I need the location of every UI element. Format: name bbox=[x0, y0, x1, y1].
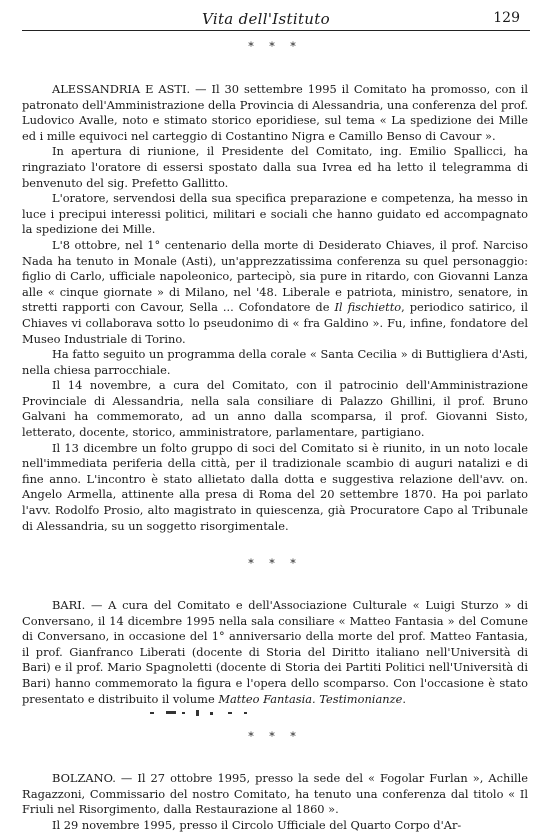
page-number: 129 bbox=[493, 10, 520, 26]
paragraph: BOLZANO. — Il 27 ottobre 1995, presso la sede del « Fogolar Furlan », Achille Ragazzoni, Commissario del nostro Comitato, ha tenuto una conferenza dal titolo « Il Friuli nel Risorgimento, dalla Restaurazione al 1860 ». bbox=[22, 771, 528, 817]
section-separator: * * * bbox=[248, 40, 302, 53]
text-run: L'8 ottobre, nel 1° centenario della morte di Desiderato Chiaves, il prof. Narciso Nada ha tenuto in Monale (Asti), un'apprezzatissima conferenza su quel personaggio: figlio di Carlo, ufficiale napoleonico, partecipò, sia pure in ritardo, con Giovanni Lanza alle « cinque giornate » di Milano, nel '48. Liberale e patriota, ministro, senatore, in stretti rapporti con Cavour, Sella ... Cofondatore de bbox=[22, 237, 528, 315]
paragraph: Il 13 dicembre un folto gruppo di soci del Comitato si è riunito, in un noto locale nell'immediata periferia della città, per il tradizionale scambio di auguri natalizi e di fine anno. L'incontro è stato allietato dalla dotta e suggestiva relazione dell'avv. on. Angelo Armella, attinente alla presa di Roma del 20 settembre 1870. Ha poi parlato l'avv. Rodolfo Prosio, alto magistrato in quiescenza, già Procuratore Capo al Tribunale di Alessandria, su un soggetto risorgimentale. bbox=[22, 440, 528, 533]
book-title: Matteo Fantasia. Testimonianze bbox=[218, 691, 403, 706]
paragraph bbox=[22, 598, 528, 707]
paragraph: ALESSANDRIA E ASTI. — Il 30 settembre 1995 il Comitato ha promosso, con il patronato dell'Amministrazione della Provincia di Alessandria, una conferenza del prof. Ludovico Avalle, noto e stimato storico eporidiese, sul tema « La spedizione dei Mille ed i mille equivoci nel carteggio di Costantino Nigra e Camillo Benso di Cavour ». bbox=[22, 82, 528, 143]
periodical-title: Il fischietto bbox=[334, 300, 402, 315]
section-alessandria bbox=[22, 82, 528, 534]
text-run: . bbox=[402, 691, 406, 706]
text-run: BARI. — A cura del Comitato e dell'Associazione Culturale « Luigi Sturzo » di Conversano, il 14 dicembre 1995 nella sala consiliare « Matteo Fantasia » del Comune di Conversano, in occasione del 1° anniversario della morte del prof. Matteo Fantasia, il prof. Gianfranco Liberati (docente di Storia del Diritto italiano nell'Università di Bari) e il prof. Mario Spagnoletti (docente di Storia dei Partiti Politici nell'Università di Bari) hanno commemorato la figura e l'opera dello scomparso. Con l'occasione è stato presentato e distribuito il volume bbox=[22, 598, 528, 706]
paragraph: Ha fatto seguito un programma della corale « Santa Cecilia » di Buttigliera d'Asti, nella chiesa parrocchiale. bbox=[22, 347, 528, 377]
paragraph: Il 29 novembre 1995, presso il Circolo Ufficiale del Quarto Corpo d'Ar- bbox=[52, 817, 462, 832]
paragraph: In apertura di riunione, il Presidente del Comitato, ing. Emilio Spallicci, ha ringraziato l'oratore di essersi spostato dalla sua Ivrea ed ha letto il telegramma di benvenuto del sig. Prefetto Gallitto. bbox=[22, 144, 528, 190]
section-bolzano bbox=[22, 771, 528, 833]
text-run: , periodico satirico, il Chiaves vi collaborava sotto lo pseudonimo di « fra Galdino ». Fu, infine, fondatore del Museo Industriale di Torino. bbox=[22, 300, 528, 346]
section-separator: * * * bbox=[248, 557, 302, 570]
section-bari bbox=[22, 598, 528, 707]
paragraph bbox=[22, 238, 528, 347]
print-smudge bbox=[148, 708, 298, 721]
paragraph: Il 14 novembre, a cura del Comitato, con il patrocinio dell'Amministrazione Provinciale di Alessandria, nella sala consiliare di Palazzo Ghillini, il prof. Bruno Galvani ha commemorato, ad un anno dalla scomparsa, il prof. Giovanni Sisto, letterato, docente, storico, amministratore, parlamentare, partigiano. bbox=[22, 378, 528, 440]
paragraph: L'oratore, servendosi della sua specifica preparazione e competenza, ha messo in luce i precipui interessi politici, militari e sociali che hanno guidato ed accompagnato la spedizione dei Mille. bbox=[22, 191, 528, 237]
page-header bbox=[22, 8, 530, 31]
section-separator: * * * bbox=[248, 730, 302, 743]
running-title: Vita dell'Istituto bbox=[202, 10, 330, 28]
